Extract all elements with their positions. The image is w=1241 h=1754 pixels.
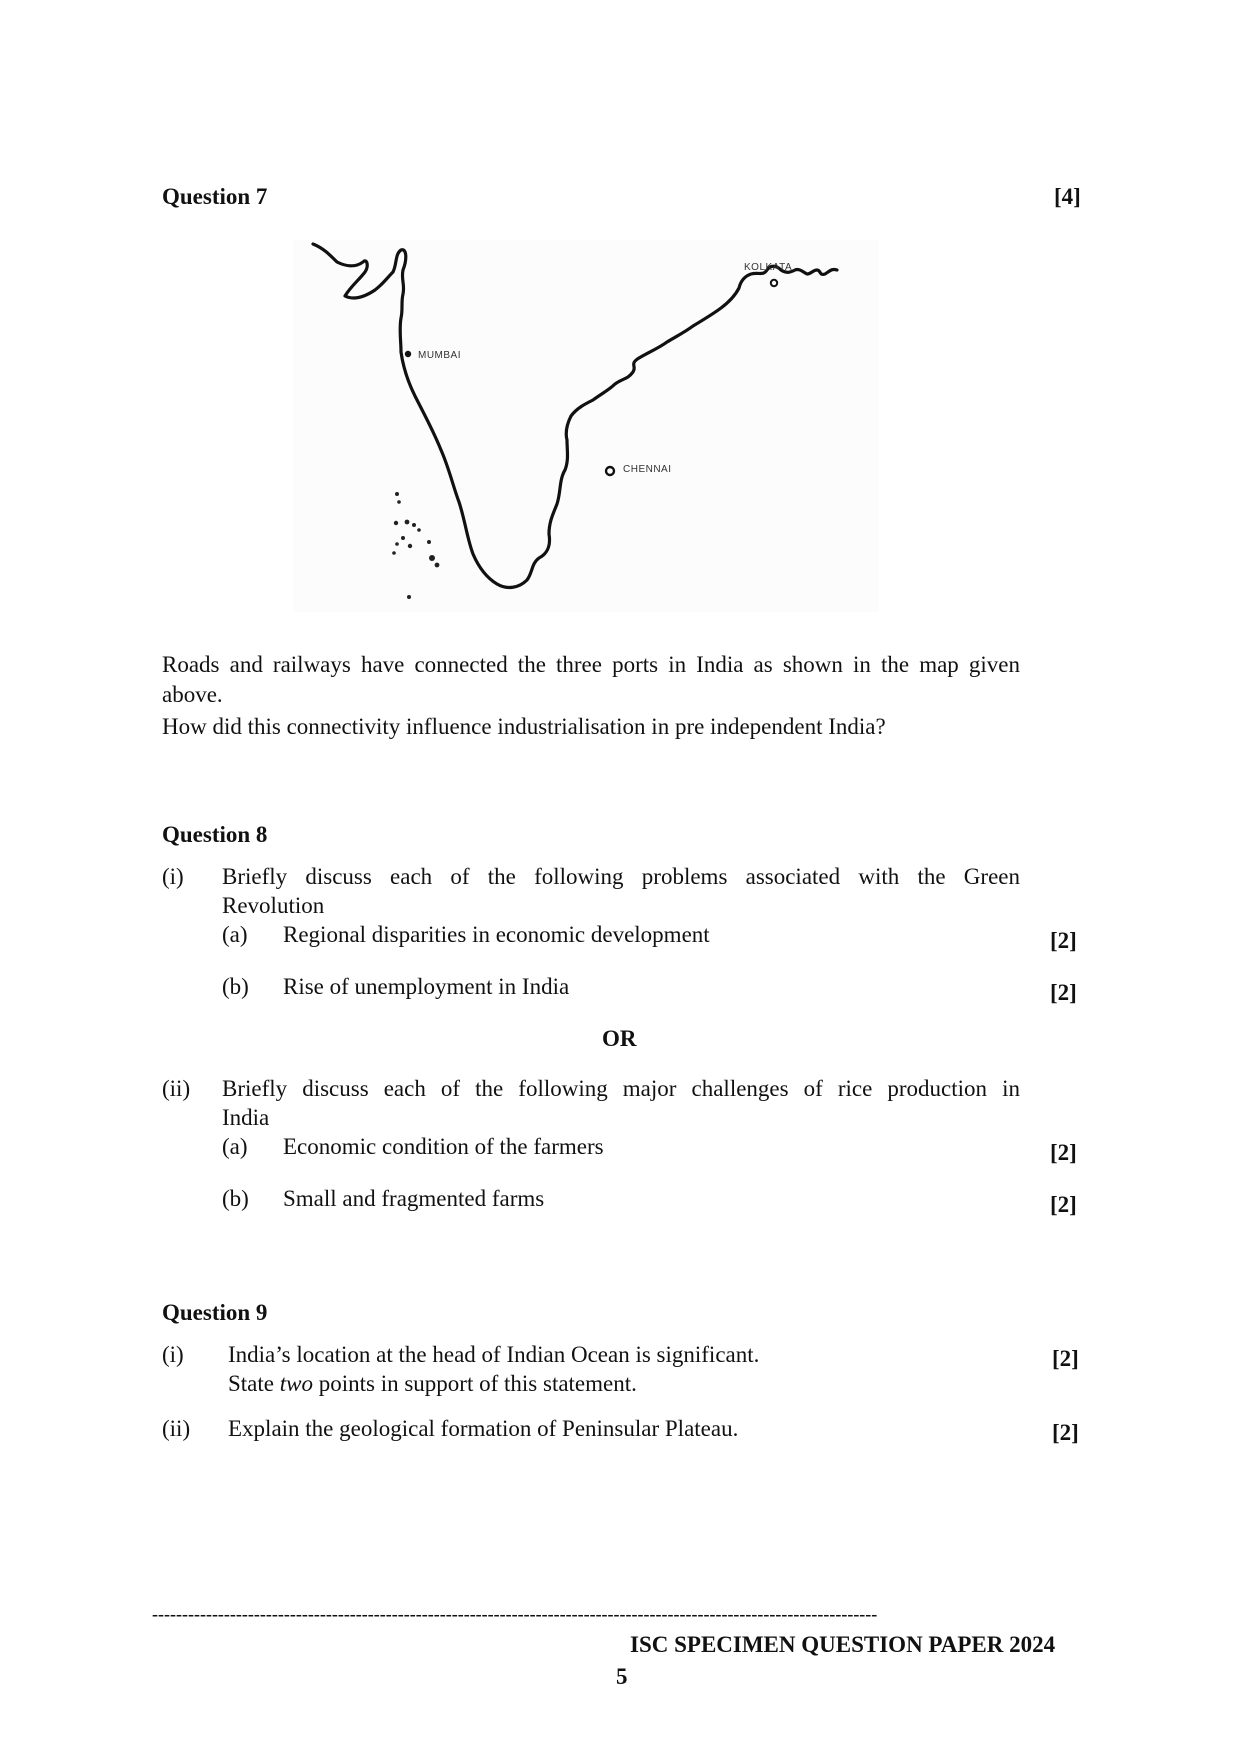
- question-7-heading: Question 7: [162, 184, 268, 209]
- q8-i-b-label: (b): [222, 974, 249, 999]
- q9-i-number: (i): [162, 1342, 184, 1367]
- q7-question-text: How did this connectivity influence industrialisation in pre independent India?: [162, 714, 886, 739]
- q8-ii-a-label: (a): [222, 1134, 248, 1159]
- q9-i-line2-post: points in support of this statement.: [312, 1371, 637, 1396]
- q8-i-a-label: (a): [222, 922, 248, 947]
- mumbai-marker: [405, 351, 411, 357]
- footer-dashed-rule: -------------------------------------------------------------------------------------------------------------------------: [152, 1604, 878, 1624]
- kolkata-label: KOLKATA: [744, 262, 793, 273]
- kolkata-marker: [771, 280, 777, 286]
- q8-i-b-text: Rise of unemployment in India: [283, 974, 570, 999]
- chennai-marker: [606, 467, 614, 475]
- q8-i-a-marks: [2]: [1050, 928, 1077, 953]
- q8-i-b-marks: [2]: [1050, 980, 1077, 1005]
- question-7-marks: [4]: [1054, 184, 1081, 209]
- q9-ii-text: Explain the geological formation of Peninsular Plateau.: [228, 1416, 739, 1441]
- q9-i-line2-emphasis: two: [279, 1371, 313, 1396]
- q9-i-line1: India’s location at the head of Indian Ocean is significant.: [228, 1342, 760, 1367]
- india-coastline: [313, 244, 837, 587]
- q8-i-line1: Briefly discuss each of the following problems associated with the Green: [222, 864, 1020, 889]
- q8-ii-b-marks: [2]: [1050, 1192, 1077, 1217]
- q8-ii-line2: India: [222, 1105, 270, 1130]
- q8-i-a-text: Regional disparities in economic development: [283, 922, 710, 947]
- or-separator: OR: [602, 1026, 637, 1051]
- q9-ii-number: (ii): [162, 1416, 191, 1441]
- q8-ii-line1: Briefly discuss each of the following major challenges of rice production in: [222, 1076, 1020, 1101]
- india-coastline-map: [293, 240, 879, 612]
- mumbai-label: MUMBAI: [418, 350, 461, 361]
- q7-paragraph-line2: above.: [162, 682, 223, 707]
- india-map-svg: [293, 240, 879, 612]
- q9-ii-marks: [2]: [1052, 1420, 1079, 1445]
- question-8-heading: Question 8: [162, 822, 268, 847]
- q9-i-line2-pre: State: [228, 1371, 280, 1396]
- question-9-heading: Question 9: [162, 1300, 268, 1325]
- chennai-label: CHENNAI: [623, 464, 672, 475]
- q8-ii-b-text: Small and fragmented farms: [283, 1186, 545, 1211]
- q9-i-line2: [228, 1371, 637, 1397]
- q8-ii-a-marks: [2]: [1050, 1140, 1077, 1165]
- q8-ii-b-label: (b): [222, 1186, 249, 1211]
- page-number: 5: [616, 1664, 628, 1689]
- q8-ii-number: (ii): [162, 1076, 191, 1101]
- q8-i-line2: Revolution: [222, 893, 325, 918]
- q9-i-marks: [2]: [1052, 1346, 1079, 1371]
- footer-paper-title: ISC SPECIMEN QUESTION PAPER 2024: [630, 1632, 1056, 1657]
- q7-paragraph-line1: Roads and railways have connected the three ports in India as shown in the map given: [162, 652, 1020, 677]
- q8-ii-a-text: Economic condition of the farmers: [283, 1134, 604, 1159]
- q8-i-number: (i): [162, 864, 184, 889]
- lakshadweep-islands: [392, 492, 439, 599]
